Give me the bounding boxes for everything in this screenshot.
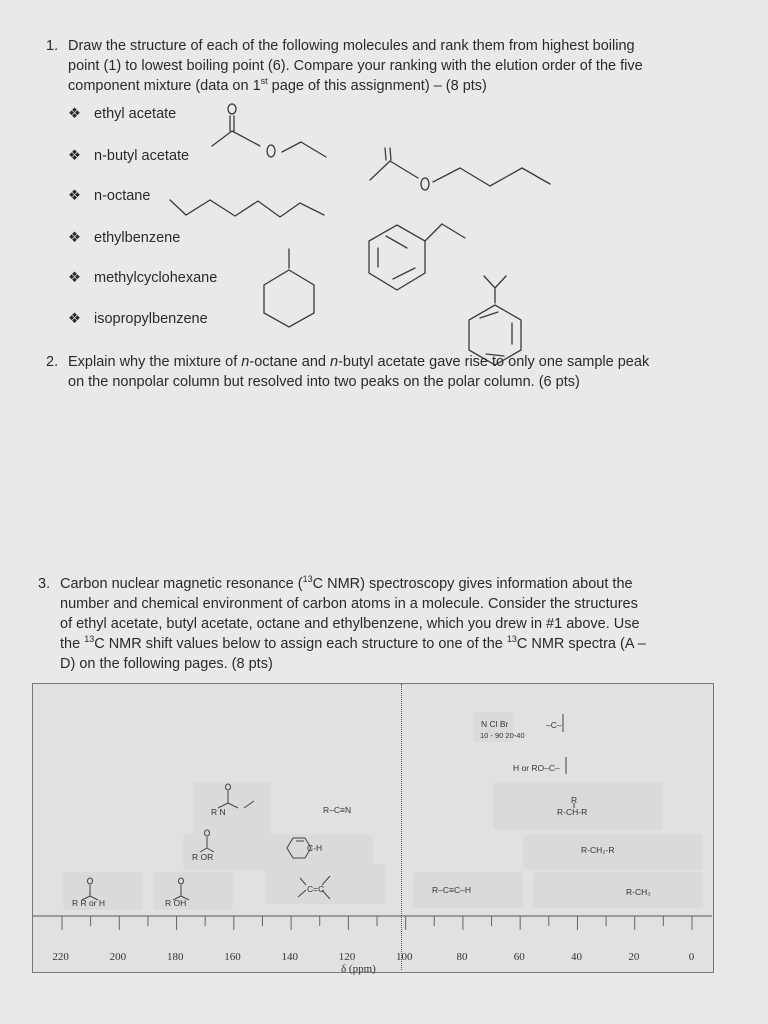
axis-tick-label: 160 xyxy=(224,951,241,963)
label-ester: R OR xyxy=(192,852,214,862)
label-halide-range: 10 - 90 20-40 xyxy=(480,731,525,740)
question-3-line-5: D) on the following pages. (8 pts) xyxy=(60,656,273,672)
label-amide: R N xyxy=(211,807,226,817)
label-methyl: R-CH₃ xyxy=(626,887,651,897)
label-aromatic: C-H xyxy=(307,843,323,853)
axis-tick-label: 200 xyxy=(109,951,127,963)
question-3-line-4: the $^{13}$C NMR shift values below to assign each structure to one of the $^{13}$C NMR spectra (A – xyxy=(60,634,646,652)
label-alkyne: R–C≡C–H xyxy=(432,885,471,895)
axis-tick-label: 80 xyxy=(456,951,468,963)
molecule-ethylbenzene: ❖ ethylbenzene xyxy=(68,230,181,246)
bullet-icon: ❖ xyxy=(68,106,81,122)
label-methine-r: R xyxy=(571,795,578,805)
bullet-icon: ❖ xyxy=(68,270,81,286)
question-1-line-1: Draw the structure of each of the following molecules and rank them from highest boiling xyxy=(68,38,635,54)
label-acid: R OH xyxy=(165,898,187,908)
molecule-methylcyclohexane: ❖ methylcyclohexane xyxy=(68,270,218,286)
bullet-icon: ❖ xyxy=(68,188,81,204)
question-3-line-3: of ethyl acetate, butyl acetate, octane and ethylbenzene, which you drew in #1 above. Use xyxy=(60,616,640,632)
axis-label: δ (ppm) xyxy=(341,963,376,975)
axis-tick-label: 140 xyxy=(281,951,298,963)
molecule-ethyl-acetate: ❖ ethyl acetate xyxy=(68,106,177,122)
question-1-line-3: component mixture (data on 1st page of this assignment) – (8 pts) xyxy=(68,76,487,94)
label-ether-carbon: H or RO–C– xyxy=(513,763,560,773)
axis-tick-label: 0 xyxy=(688,951,695,963)
question-2-line-2: on the nonpolar column but resolved into two peaks on the polar column. (6 pts) xyxy=(68,374,580,390)
label-methylene: R-CH₂-R xyxy=(581,845,615,855)
question-2-number: 2. xyxy=(46,354,59,370)
question-2-line-1: Explain why the mixture of n-octane and n-butyl acetate gave rise to only one sample peak xyxy=(68,354,650,370)
bullet-icon: ❖ xyxy=(68,311,81,327)
molecule-isopropylbenzene: ❖ isopropylbenzene xyxy=(68,311,208,327)
axis-tick-label: 220 xyxy=(52,951,69,963)
axis-tick-label: 60 xyxy=(513,951,525,963)
axis-tick-label: 20 xyxy=(628,951,640,963)
axis-tick-label: 40 xyxy=(571,951,583,963)
bullet-icon: ❖ xyxy=(68,148,81,164)
molecule-n-octane: ❖ n-octane xyxy=(68,188,151,204)
axis-tick-label: 100 xyxy=(396,951,413,963)
molecule-n-butyl-acetate: ❖ n-butyl acetate xyxy=(68,148,190,164)
question-1-line-2: point (1) to lowest boiling point (6). Compare your ranking with the elution order of the five xyxy=(68,58,643,74)
question-1-number: 1. xyxy=(46,38,59,54)
label-halide: N Cl Br xyxy=(481,719,509,729)
label-alkene: C=C xyxy=(307,884,325,894)
axis-tick-label: 180 xyxy=(166,951,184,963)
label-methine: R-CH-R xyxy=(557,807,588,817)
question-3-line-1: Carbon nuclear magnetic resonance ($^{13}$C NMR) spectroscopy gives information about the xyxy=(60,574,633,592)
axis-tick-label: 120 xyxy=(338,951,356,963)
question-3-number: 3. xyxy=(38,576,51,592)
bullet-icon: ❖ xyxy=(68,230,81,246)
label-ketone: R R or H xyxy=(72,898,106,908)
question-3-line-2: number and chemical environment of carbon atoms in a molecule. Consider the structures xyxy=(60,596,638,612)
label-nitrile: R–C≡N xyxy=(323,805,352,815)
label-quaternary-carbon: –C– xyxy=(546,720,562,730)
